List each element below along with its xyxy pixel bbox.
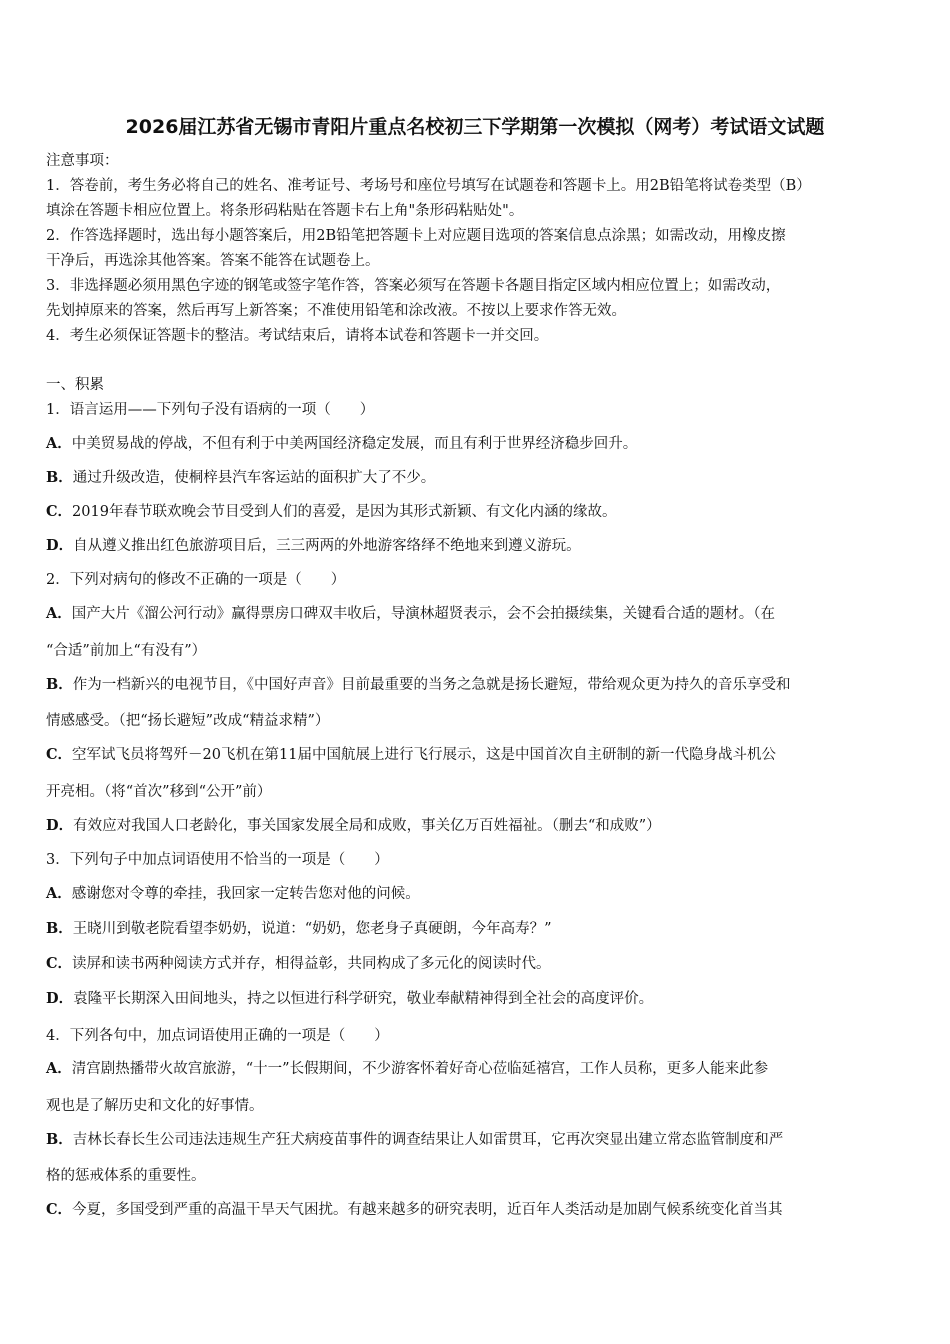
- option-letter: C．: [46, 1201, 73, 1218]
- option-continuation: 情感感受。（把“扬长避短”改成“精益求精”）: [46, 713, 330, 729]
- option-letter: B．: [46, 676, 73, 693]
- question-option: [46, 604, 908, 624]
- question-option: [46, 468, 908, 488]
- option-letter: B．: [46, 1131, 73, 1148]
- question-stem: 3．下列句子中加点词语使用不恰当的一项是（ ）: [46, 852, 389, 868]
- option-continuation: 开亮相。（将“首次”移到“公开”前）: [46, 784, 272, 800]
- notice-line: 1．答卷前，考生务必将自己的姓名、准考证号、考场号和座位号填写在试题卷和答题卡上。用2B铅笔将试卷类型（B）: [46, 178, 811, 194]
- question-option: [46, 1130, 908, 1150]
- option-letter: C．: [46, 955, 73, 972]
- option-letter: B．: [46, 469, 73, 486]
- option-text: 读屏和读书两种阅读方式并存，相得益彰，共同构成了多元化的阅读时代。: [72, 956, 551, 972]
- option-letter: D．: [46, 817, 74, 834]
- section-heading: 一、积累: [46, 377, 104, 393]
- option-continuation: 观也是了解历史和文化的好事情。: [46, 1098, 264, 1114]
- page-title: 2026届江苏省无锡市青阳片重点名校初三下学期第一次模拟（网考）考试语文试题: [125, 116, 825, 138]
- question-option: [46, 536, 908, 556]
- question-option: [46, 745, 908, 765]
- option-text: 自从遵义推出红色旅游项目后，三三两两的外地游客络绎不绝地来到遵义游玩。: [73, 538, 581, 554]
- question-option: [46, 954, 908, 974]
- option-text: 2019年春节联欢晚会节目受到人们的喜爱，是因为其形式新颖、有文化内涵的缘故。: [72, 504, 617, 520]
- question-option: [46, 675, 908, 695]
- option-text: 空军试飞员将驾歼－20飞机在第11届中国航展上进行飞行展示，这是中国首次自主研制的新一代隐身战斗机公: [72, 747, 776, 763]
- notice-line: 干净后，再选涂其他答案。答案不能答在试题卷上。: [46, 253, 380, 269]
- option-letter: A．: [46, 885, 72, 902]
- option-letter: C．: [46, 503, 73, 520]
- option-text: 清宫剧热播带火故宫旅游，“十一”长假期间，不少游客怀着好奇心莅临延禧宫，工作人员称，更多人能来此参: [71, 1061, 769, 1077]
- question-option: [46, 989, 908, 1009]
- option-text: 中美贸易战的停战，不但有利于中美两国经济稳定发展，而且有利于世界经济稳步回升。: [71, 436, 638, 452]
- question-option: [46, 1059, 908, 1079]
- question-option: [46, 816, 908, 836]
- question-option: [46, 884, 908, 904]
- option-text: 作为一档新兴的电视节目，《中国好声音》目前最重要的当务之急就是扬长避短，带给观众更为持久的音乐享受和: [72, 677, 791, 693]
- option-text: 有效应对我国人口老龄化，事关国家发展全局和成败，事关亿万百姓福祉。（删去“和成败”）: [73, 818, 661, 834]
- option-text: 国产大片《溜公河行动》赢得票房口碑双丰收后，导演林超贤表示，会不会拍摄续集，关键看合适的题材。（在: [71, 606, 776, 622]
- option-letter: C．: [46, 746, 73, 763]
- question-option: [46, 919, 908, 939]
- option-text: 吉林长春长生公司违法违规生产狂犬病疫苗事件的调查结果让人如雷贯耳，它再次突显出建立常态监管制度和严: [72, 1132, 784, 1148]
- notice-heading: 注意事项：: [46, 153, 119, 169]
- option-text: 今夏，多国受到严重的高温干旱天气困扰。有越来越多的研究表明，近百年人类活动是加剧气候系统变化首当其: [72, 1202, 783, 1218]
- question-option: [46, 434, 908, 454]
- option-letter: B．: [46, 920, 73, 937]
- notice-line: 3．非选择题必须用黑色字迹的钢笔或签字笔作答，答案必须写在答题卡各题目指定区域内相应位置上；如需改动，: [46, 278, 781, 294]
- notice-line: 填涂在答题卡相应位置上。将条形码粘贴在答题卡右上角"条形码粘贴处"。: [46, 203, 524, 219]
- option-continuation: 格的惩戒体系的重要性。: [46, 1168, 206, 1184]
- option-letter: D．: [46, 990, 74, 1007]
- notice-line: 先划掉原来的答案，然后再写上新答案；不准使用铅笔和涂改液。不按以上要求作答无效。: [46, 303, 626, 319]
- option-text: 通过升级改造，使桐梓县汽车客运站的面积扩大了不少。: [72, 470, 436, 486]
- question-stem: 1．语言运用——下列句子没有语病的一项（ ）: [46, 402, 375, 418]
- option-letter: D．: [46, 537, 74, 554]
- question-option: [46, 1200, 908, 1220]
- question-stem: 2．下列对病句的修改不正确的一项是（ ）: [46, 572, 346, 588]
- option-text: 王晓川到敬老院看望李奶奶，说道：“奶奶，您老身子真硬朗，今年高寿？”: [72, 921, 552, 937]
- notice-line: 2．作答选择题时，选出每小题答案后，用2B铅笔把答题卡上对应题目选项的答案信息点涂黑；如需改动，用橡皮擦: [46, 228, 786, 244]
- option-letter: A．: [46, 605, 72, 622]
- notice-line: 4．考生必须保证答题卡的整洁。考试结束后，请将本试卷和答题卡一并交回。: [46, 328, 549, 344]
- option-letter: A．: [46, 435, 72, 452]
- option-text: 袁隆平长期深入田间地头，持之以恒进行科学研究，敬业奉献精神得到全社会的高度评价。: [73, 991, 654, 1007]
- option-letter: A．: [46, 1060, 72, 1077]
- option-text: 感谢您对令尊的牵挂，我回家一定转告您对他的问候。: [71, 886, 420, 902]
- question-option: [46, 502, 908, 522]
- question-stem: 4．下列各句中，加点词语使用正确的一项是（ ）: [46, 1028, 389, 1044]
- option-continuation: “合适”前加上“有没有”）: [46, 643, 207, 659]
